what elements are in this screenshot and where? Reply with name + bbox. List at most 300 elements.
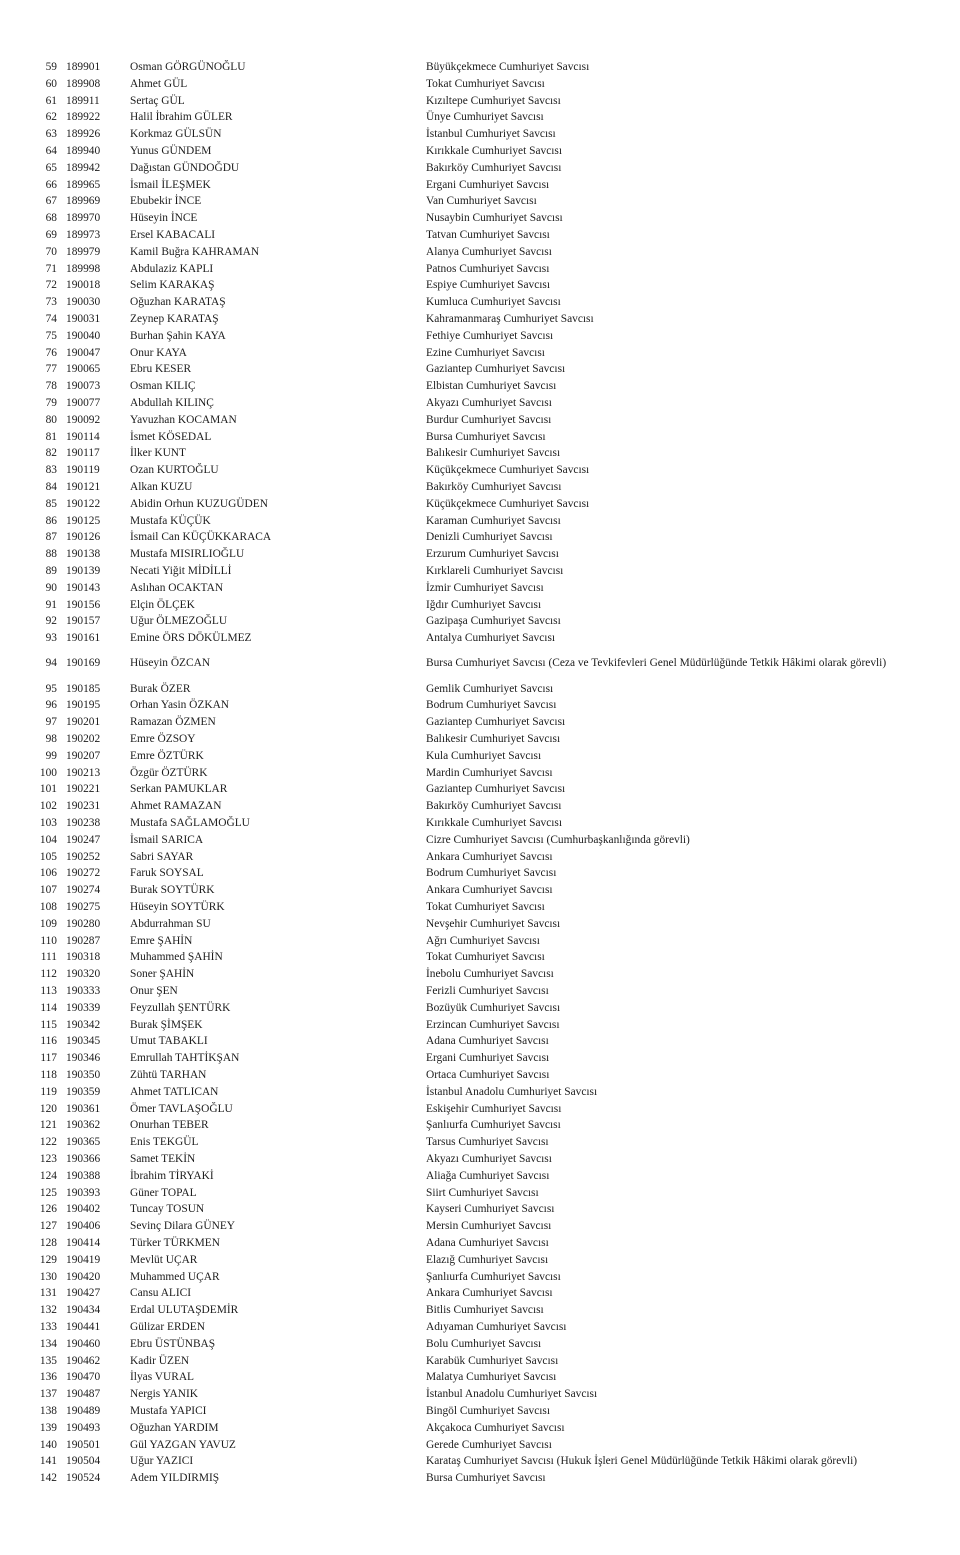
person-name: Tuncay TOSUN (130, 1203, 205, 1216)
registry-number: 189979 (66, 245, 101, 258)
row-number: 128 (39, 1237, 57, 1249)
assigned-position: Antalya Cumhuriyet Savcısı (426, 632, 556, 645)
person-name: Umut TABAKLI (130, 1035, 208, 1048)
row-number: 136 (39, 1371, 57, 1384)
row-number: 78 (45, 380, 57, 393)
assigned-position: Adana Cumhuriyet Savcısı (426, 1237, 549, 1249)
registry-number: 190272 (66, 867, 101, 880)
person-name: Abdulaziz KAPLI (130, 262, 214, 275)
row-number: 106 (39, 867, 57, 880)
registry-number: 189965 (66, 178, 101, 191)
assigned-position: Bodrum Cumhuriyet Savcısı (426, 699, 557, 712)
registry-number: 189901 (66, 61, 101, 73)
registry-number: 190427 (66, 1287, 101, 1300)
list-item (0, 177, 960, 194)
list-item (0, 832, 960, 849)
row-number: 112 (40, 968, 57, 981)
row-number: 71 (45, 262, 57, 275)
registry-number: 190524 (66, 1472, 101, 1485)
person-name: Emre ÖZTÜRK (130, 749, 204, 762)
assigned-position: Alanya Cumhuriyet Savcısı (426, 245, 552, 258)
assigned-position: Nusaybin Cumhuriyet Savcısı (426, 212, 563, 225)
list-item (0, 765, 960, 782)
person-name: Hüseyin İNCE (130, 212, 198, 225)
person-name: Ebru KESER (130, 363, 192, 376)
person-name: İsmail İLEŞMEK (130, 178, 211, 191)
list-item (0, 378, 960, 395)
row-number: 104 (39, 833, 57, 846)
row-number: 86 (45, 514, 57, 527)
row-number: 98 (45, 733, 57, 745)
assigned-position: Balıkesir Cumhuriyet Savcısı (426, 733, 561, 745)
assigned-position: Kırklareli Cumhuriyet Savcısı (426, 565, 564, 577)
registry-number: 190247 (66, 833, 101, 846)
list-item (0, 949, 960, 966)
registry-number: 190077 (66, 397, 101, 409)
list-item (0, 731, 960, 748)
assigned-position: Bakırköy Cumhuriyet Savcısı (426, 161, 562, 174)
registry-number: 189922 (66, 111, 101, 124)
assigned-position: Eskişehir Cumhuriyet Savcısı (426, 1102, 562, 1115)
row-number: 135 (39, 1354, 57, 1367)
person-name: Ebubekir İNCE (130, 195, 202, 208)
assigned-position: Karabük Cumhuriyet Savcısı (426, 1354, 559, 1367)
row-number: 133 (39, 1321, 57, 1333)
row-number: 134 (39, 1337, 57, 1350)
person-name: Ersel KABACALI (130, 229, 216, 241)
row-number: 95 (45, 682, 57, 695)
assigned-position: Aliağa Cumhuriyet Savcısı (426, 1169, 550, 1182)
registry-number: 190202 (66, 733, 101, 745)
registry-number: 190345 (66, 1035, 101, 1048)
assigned-position: Bodrum Cumhuriyet Savcısı (426, 867, 557, 880)
assigned-position: Ağrı Cumhuriyet Savcısı (426, 934, 540, 947)
assigned-position: İzmir Cumhuriyet Savcısı (426, 581, 544, 594)
registry-number: 190420 (66, 1270, 101, 1283)
registry-number: 190195 (66, 699, 101, 712)
person-name: Kamil Buğra KAHRAMAN (130, 245, 260, 258)
person-name: Elçin ÖLÇEK (130, 598, 195, 611)
row-number: 81 (45, 430, 57, 443)
assigned-position: Elbistan Cumhuriyet Savcısı (426, 380, 557, 393)
list-item (0, 580, 960, 597)
row-number: 109 (39, 917, 57, 930)
person-name: Güner TOPAL (130, 1186, 197, 1199)
registry-number: 190185 (66, 682, 101, 695)
list-item (0, 563, 960, 580)
person-name: Mevlüt UÇAR (130, 1253, 198, 1266)
person-name: Osman GÖRGÜNOĞLU (130, 61, 246, 73)
assigned-position: Büyükçekmece Cumhuriyet Savcısı (426, 61, 590, 73)
list-item (0, 916, 960, 933)
person-name: İsmet KÖSEDAL (130, 430, 212, 443)
list-item (0, 1000, 960, 1017)
row-number: 94 (45, 657, 57, 670)
registry-number: 190121 (66, 481, 101, 493)
registry-number: 190419 (66, 1253, 101, 1266)
list-item (0, 1218, 960, 1235)
list-item (0, 361, 960, 378)
list-item (0, 529, 960, 546)
assigned-position: Küçükçekmece Cumhuriyet Savcısı (426, 497, 590, 510)
assigned-position: Mardin Cumhuriyet Savcısı (426, 766, 553, 779)
list-item (0, 966, 960, 983)
list-item (0, 1336, 960, 1353)
list-item (0, 1353, 960, 1370)
row-number: 118 (40, 1069, 57, 1081)
assigned-position: Gazipaşa Cumhuriyet Savcısı (426, 615, 561, 628)
person-name: Mustafa MISIRLIOĞLU (130, 548, 245, 561)
person-name: Alkan KUZU (130, 481, 193, 493)
row-number: 127 (39, 1220, 57, 1233)
list-item (0, 1453, 960, 1470)
person-name: Osman KILIÇ (130, 380, 196, 393)
person-name: Ömer TAVLAŞOĞLU (130, 1102, 233, 1115)
row-number: 73 (45, 296, 57, 309)
assigned-position: Cizre Cumhuriyet Savcısı (Cumhurbaşkanlığında görevli) (426, 833, 690, 846)
row-number: 114 (40, 1001, 57, 1014)
assigned-position: Ergani Cumhuriyet Savcısı (426, 1052, 550, 1065)
person-name: Ramazan ÖZMEN (130, 716, 216, 729)
person-name: Emine ÖRS DÖKÜLMEZ (130, 632, 252, 645)
person-name: Burak ÖZER (130, 682, 191, 695)
row-number: 105 (39, 850, 57, 863)
registry-number: 190333 (66, 985, 101, 997)
registry-number: 190393 (66, 1186, 101, 1199)
assigned-position: Bolu Cumhuriyet Savcısı (426, 1337, 542, 1350)
row-number: 142 (39, 1472, 57, 1485)
registry-number: 190406 (66, 1220, 101, 1233)
person-name: Oğuzhan KARATAŞ (130, 296, 226, 309)
assigned-position: Tokat Cumhuriyet Savcısı (426, 77, 545, 90)
assigned-position: Kumluca Cumhuriyet Savcısı (426, 296, 561, 309)
person-name: Muhammed UÇAR (130, 1270, 220, 1283)
registry-number: 190434 (66, 1304, 101, 1317)
person-name: Samet TEKİN (130, 1153, 196, 1165)
row-number: 131 (39, 1287, 57, 1300)
row-number: 102 (39, 800, 57, 813)
registry-number: 190201 (66, 716, 101, 729)
assigned-position: Bingöl Cumhuriyet Savcısı (426, 1405, 551, 1417)
registry-number: 190119 (66, 464, 100, 477)
registry-number: 190139 (66, 565, 101, 577)
assigned-position: Siirt Cumhuriyet Savcısı (426, 1186, 539, 1199)
row-number: 63 (45, 128, 57, 141)
registry-number: 190030 (66, 296, 101, 309)
assigned-position: Ankara Cumhuriyet Savcısı (426, 850, 553, 863)
registry-number: 190318 (66, 951, 101, 964)
registry-number: 190366 (66, 1153, 101, 1165)
list-item (0, 412, 960, 429)
row-number: 138 (39, 1405, 57, 1417)
registry-number: 189911 (66, 94, 100, 107)
registry-number: 190388 (66, 1169, 101, 1182)
person-name: Özgür ÖZTÜRK (130, 766, 208, 779)
row-number: 108 (39, 901, 57, 913)
assigned-position: Bursa Cumhuriyet Savcısı (426, 1472, 546, 1485)
assigned-position: Tokat Cumhuriyet Savcısı (426, 951, 545, 964)
list-item (0, 1101, 960, 1118)
assigned-position: Bursa Cumhuriyet Savcısı (Ceza ve Tevkifevleri Genel Müdürlüğünde Tetkik Hâkimi olarak görevli) (426, 657, 887, 670)
assigned-position: Van Cumhuriyet Savcısı (426, 195, 537, 208)
assigned-position: Gerede Cumhuriyet Savcısı (426, 1438, 552, 1451)
list-item (0, 781, 960, 798)
registry-number: 190275 (66, 901, 101, 913)
registry-number: 190114 (66, 430, 100, 443)
person-name: İsmail Can KÜÇÜKKARACA (130, 531, 272, 544)
person-name: Mustafa KÜÇÜK (130, 514, 211, 527)
person-name: Yunus GÜNDEM (130, 145, 212, 157)
list-item (0, 311, 960, 328)
assigned-position: Elazığ Cumhuriyet Savcısı (426, 1253, 549, 1266)
row-number: 124 (39, 1169, 57, 1182)
registry-number: 189970 (66, 212, 101, 225)
assigned-position: Kahramanmaraş Cumhuriyet Savcısı (426, 313, 594, 325)
registry-number: 190231 (66, 800, 101, 813)
person-name: İsmail SARICA (130, 833, 204, 846)
person-name: Soner ŞAHİN (130, 968, 195, 981)
row-number: 121 (39, 1119, 57, 1132)
registry-number: 190346 (66, 1052, 101, 1065)
list-item (0, 1168, 960, 1185)
list-item (0, 697, 960, 714)
person-name: Ahmet RAMAZAN (130, 800, 222, 813)
row-number: 91 (45, 598, 57, 611)
assigned-position: Patnos Cumhuriyet Savcısı (426, 262, 550, 275)
registry-number: 189973 (66, 229, 101, 241)
registry-number: 190402 (66, 1203, 101, 1216)
person-name: Selim KARAKAŞ (130, 279, 215, 292)
assigned-position: Kırıkkale Cumhuriyet Savcısı (426, 817, 563, 829)
registry-number: 190350 (66, 1069, 101, 1081)
assigned-position: Kula Cumhuriyet Savcısı (426, 749, 542, 762)
row-number: 101 (39, 783, 57, 796)
person-name: Burhan Şahin KAYA (130, 329, 226, 342)
person-name: Oğuzhan YARDIM (130, 1421, 219, 1434)
row-number: 120 (39, 1102, 57, 1115)
row-number: 87 (45, 531, 57, 544)
registry-number: 190361 (66, 1102, 101, 1115)
assigned-position: Erzincan Cumhuriyet Savcısı (426, 1018, 560, 1031)
row-number: 90 (45, 581, 57, 594)
person-name: İlyas VURAL (130, 1371, 195, 1384)
assigned-position: Gaziantep Cumhuriyet Savcısı (426, 716, 566, 729)
person-name: Emre ÖZSOY (130, 733, 196, 745)
assigned-position: Şanlıurfa Cumhuriyet Savcısı (426, 1119, 561, 1132)
row-number: 88 (45, 548, 57, 561)
registry-number: 189940 (66, 145, 101, 157)
row-number: 83 (45, 464, 57, 477)
row-number: 117 (40, 1052, 57, 1065)
assigned-position: Karataş Cumhuriyet Savcısı (Hukuk İşleri Genel Müdürlüğünde Tetkik Hâkimi olarak görevli) (426, 1455, 858, 1468)
row-number: 72 (45, 279, 57, 292)
person-name: Abidin Orhun KUZUGÜDEN (130, 497, 268, 510)
row-number: 59 (45, 61, 57, 73)
row-number: 115 (40, 1018, 57, 1031)
person-name: Emre ŞAHİN (130, 934, 193, 947)
registry-number: 189998 (66, 262, 101, 275)
list-item (0, 1319, 960, 1336)
assigned-position: Tokat Cumhuriyet Savcısı (426, 901, 545, 913)
list-item (0, 193, 960, 210)
registry-number: 189942 (66, 161, 101, 174)
assigned-position: Ezine Cumhuriyet Savcısı (426, 346, 545, 359)
list-item (0, 933, 960, 950)
person-name: Burak ŞİMŞEK (130, 1018, 203, 1031)
registry-number: 189908 (66, 77, 101, 90)
row-number: 96 (45, 699, 57, 712)
assigned-position: Kızıltepe Cumhuriyet Savcısı (426, 94, 561, 107)
person-name: Feyzullah ŞENTÜRK (130, 1001, 231, 1014)
row-number: 97 (45, 716, 57, 729)
person-name: Gül YAZGAN YAVUZ (130, 1438, 236, 1451)
list-item (0, 496, 960, 513)
registry-number: 190122 (66, 497, 101, 510)
list-item (0, 983, 960, 1000)
assigned-position: Ferizli Cumhuriyet Savcısı (426, 985, 549, 997)
registry-number: 190138 (66, 548, 101, 561)
row-number: 65 (45, 161, 57, 174)
assigned-position: İstanbul Anadolu Cumhuriyet Savcısı (426, 1388, 598, 1401)
row-number: 84 (45, 481, 57, 493)
row-number: 85 (45, 497, 57, 510)
row-number: 66 (45, 178, 57, 191)
row-number: 119 (40, 1085, 57, 1098)
row-number: 79 (45, 397, 57, 409)
registry-number: 190092 (66, 413, 101, 426)
list-item (0, 59, 960, 76)
registry-number: 189969 (66, 195, 101, 208)
assigned-position: Fethiye Cumhuriyet Savcısı (426, 329, 554, 342)
list-item (0, 513, 960, 530)
list-item (0, 143, 960, 160)
list-item (0, 1033, 960, 1050)
person-name: Uğur ÖLMEZOĞLU (130, 615, 228, 628)
list-item (0, 1420, 960, 1437)
registry-number: 190117 (66, 447, 100, 460)
registry-number: 190161 (66, 632, 101, 645)
person-name: Erdal ULUTAŞDEMİR (130, 1304, 239, 1317)
person-name: Necati Yiğit MİDİLLİ (130, 565, 232, 577)
registry-number: 190156 (66, 598, 101, 611)
list-item (0, 798, 960, 815)
person-name: Muhammed ŞAHİN (130, 951, 223, 964)
assigned-position: Denizli Cumhuriyet Savcısı (426, 531, 553, 544)
row-number: 113 (40, 985, 57, 997)
row-number: 137 (39, 1388, 57, 1401)
person-name: Halil İbrahim GÜLER (130, 111, 233, 124)
assigned-position: Ergani Cumhuriyet Savcısı (426, 178, 550, 191)
person-name: Ebru ÜSTÜNBAŞ (130, 1337, 216, 1350)
list-item (0, 681, 960, 698)
row-number: 89 (45, 565, 57, 577)
person-name: Onurhan TEBER (130, 1119, 209, 1132)
assigned-position: İstanbul Anadolu Cumhuriyet Savcısı (426, 1085, 598, 1098)
registry-number: 190157 (66, 615, 101, 628)
list-item (0, 849, 960, 866)
person-name: Sabri SAYAR (130, 850, 194, 863)
list-item (0, 395, 960, 412)
list-item (0, 1201, 960, 1218)
row-number: 126 (39, 1203, 57, 1216)
list-item (0, 1437, 960, 1454)
registry-number: 190221 (66, 783, 101, 796)
person-name: Emrullah TAHTİKŞAN (130, 1052, 240, 1065)
row-number: 116 (40, 1035, 57, 1048)
assigned-position: Erzurum Cumhuriyet Savcısı (426, 548, 559, 561)
registry-number: 190287 (66, 934, 101, 947)
person-name: Serkan PAMUKLAR (130, 783, 228, 796)
assigned-position: Iğdır Cumhuriyet Savcısı (426, 598, 542, 611)
person-name: Aslıhan OCAKTAN (130, 581, 224, 594)
assigned-position: Ünye Cumhuriyet Savcısı (426, 111, 544, 124)
person-name: Türker TÜRKMEN (130, 1237, 220, 1249)
list-item (0, 1285, 960, 1302)
registry-number: 190362 (66, 1119, 101, 1132)
registry-number: 189926 (66, 128, 101, 141)
person-name: Onur ŞEN (130, 985, 178, 997)
list-item (0, 1117, 960, 1134)
assigned-position: Karaman Cumhuriyet Savcısı (426, 514, 561, 527)
registry-number: 190143 (66, 581, 101, 594)
list-item (0, 748, 960, 765)
row-number: 141 (39, 1455, 57, 1468)
assigned-position: Bozüyük Cumhuriyet Savcısı (426, 1001, 561, 1014)
row-number: 92 (45, 615, 57, 628)
assigned-position: Bakırköy Cumhuriyet Savcısı (426, 800, 562, 813)
row-number: 132 (39, 1304, 57, 1317)
assigned-position: Tatvan Cumhuriyet Savcısı (426, 229, 550, 241)
list-item (0, 328, 960, 345)
row-number: 60 (45, 77, 57, 90)
assigned-position: Ankara Cumhuriyet Savcısı (426, 1287, 553, 1300)
registry-number: 190125 (66, 514, 101, 527)
list-item (0, 597, 960, 614)
registry-number: 190342 (66, 1018, 101, 1031)
list-item (0, 227, 960, 244)
row-number: 80 (45, 413, 57, 426)
assigned-position: Espiye Cumhuriyet Savcısı (426, 279, 551, 292)
person-name: İlker KUNT (130, 447, 186, 460)
row-number: 103 (39, 817, 57, 829)
row-number: 107 (39, 884, 57, 897)
row-number: 140 (39, 1438, 57, 1451)
list-item (0, 445, 960, 462)
row-number: 123 (39, 1153, 57, 1165)
assigned-position: Adıyaman Cumhuriyet Savcısı (426, 1321, 567, 1333)
registry-number: 190441 (66, 1321, 101, 1333)
row-number: 61 (45, 94, 57, 107)
list-item (0, 126, 960, 143)
list-item (0, 1386, 960, 1403)
list-item (0, 1470, 960, 1487)
registry-number: 190462 (66, 1354, 101, 1367)
row-number: 64 (45, 145, 57, 157)
person-name: Abdullah KILINÇ (130, 397, 214, 409)
list-item (0, 1151, 960, 1168)
assigned-position: Kırıkkale Cumhuriyet Savcısı (426, 145, 563, 157)
list-item (0, 429, 960, 446)
row-number: 62 (45, 111, 57, 124)
list-item (0, 899, 960, 916)
list-item (0, 345, 960, 362)
list-item (0, 1050, 960, 1067)
assigned-position: Akçakoca Cumhuriyet Savcısı (426, 1421, 565, 1434)
list-item (0, 714, 960, 731)
registry-number: 190470 (66, 1371, 101, 1384)
assigned-position: Ankara Cumhuriyet Savcısı (426, 884, 553, 897)
person-name: Adem YILDIRMIŞ (130, 1472, 220, 1485)
